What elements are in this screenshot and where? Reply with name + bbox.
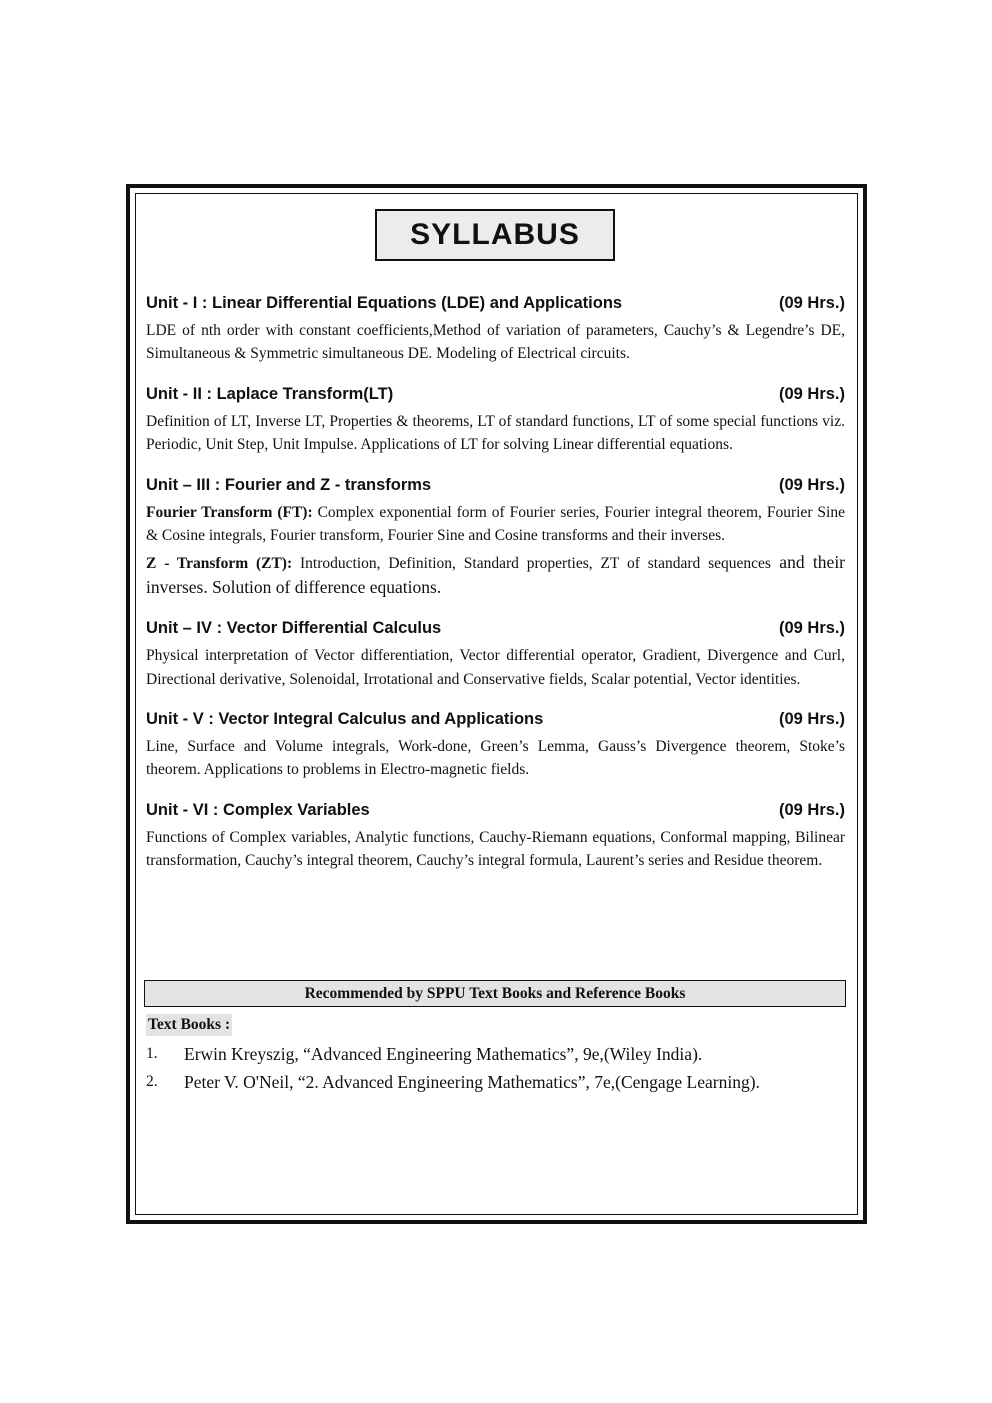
- unit-paragraph: [146, 410, 845, 457]
- paragraph-lead: Fourier Transform (FT):: [146, 503, 313, 521]
- unit-hours: (09 Hrs.): [778, 710, 845, 729]
- unit-3: [146, 472, 845, 601]
- unit-6: [146, 797, 845, 873]
- unit-description: [146, 644, 845, 691]
- list-item: [146, 1068, 846, 1096]
- list-number: 2.: [146, 1073, 158, 1090]
- text-books-list: [146, 1040, 846, 1096]
- unit-title: Unit - II : Laplace Transform(LT): [146, 384, 394, 403]
- paragraph-text: Physical interpretation of Vector differentiation, Vector differential operator, Gradient, Divergence and Curl, Directional derivative, Solenoidal, Irrotational and Conservative fields, Scalar potential, Vector identities.: [146, 647, 845, 688]
- paragraph-lead: Z - Transform (ZT):: [146, 555, 293, 573]
- unit-hours: (09 Hrs.): [778, 475, 845, 494]
- paragraph-text: Introduction, Definition, Standard properties, ZT of standard sequences: [292, 555, 771, 573]
- paragraph-text: Definition of LT, Inverse LT, Properties & theorems, LT of standard functions, LT of some special functions viz. Periodic, Unit Step, Unit Impulse. Applications of LT for solving Linear differential equations.: [146, 412, 845, 454]
- unit-paragraph: [146, 735, 845, 782]
- paragraph-text: Complex exponential form of Fourier series, Fourier integral theorem, Fourier Sine & Cosine integrals, Fourier transform, Fourier Sine and Cosine transforms and their inverses.: [146, 503, 845, 545]
- unit-paragraph: [146, 551, 845, 600]
- paragraph-tail: and their inverses. Solution of difference equations.: [146, 552, 846, 597]
- unit-heading-row: [146, 472, 845, 498]
- unit-description: [146, 410, 845, 457]
- unit-heading-row: [146, 290, 845, 316]
- text-books-label: Text Books :: [146, 1014, 232, 1036]
- unit-description: [146, 826, 845, 873]
- paragraph-text: Functions of Complex variables, Analytic functions, Cauchy-Riemann equations, Conformal mapping, Bilinear transformation, Cauchy’s integral theorem, Cauchy’s integral formula, Laurent’s series and Residue theorem.: [146, 828, 845, 870]
- unit-title: Unit – IV : Vector Differential Calculus: [146, 619, 442, 638]
- list-item: [146, 1040, 846, 1068]
- recommended-books-banner: Recommended by SPPU Text Books and Reference Books: [144, 980, 846, 1007]
- unit-paragraph: [146, 319, 845, 366]
- unit-paragraph: [146, 501, 845, 548]
- paragraph-text: LDE of nth order with constant coefficients,Method of variation of parameters, Cauchy’s & Legendre’s DE, Simultaneous & Symmetric simultaneous DE. Modeling of Electrical circuits.: [146, 322, 845, 363]
- units-section: [146, 290, 845, 888]
- unit-description: [146, 735, 845, 782]
- unit-title: Unit - V : Vector Integral Calculus and Applications: [146, 710, 544, 729]
- book-citation: Peter V. O'Neil, “2. Advanced Engineering Mathematics”, 7e,(Cengage Learning).: [184, 1072, 760, 1092]
- unit-paragraph: [146, 826, 845, 873]
- unit-hours: (09 Hrs.): [778, 800, 845, 819]
- unit-heading-row: [146, 615, 845, 641]
- unit-hours: (09 Hrs.): [778, 384, 845, 403]
- unit-description: [146, 501, 845, 601]
- unit-title: Unit – III : Fourier and Z - transforms: [146, 475, 432, 494]
- unit-title: Unit - VI : Complex Variables: [146, 800, 370, 819]
- book-citation: Erwin Kreyszig, “Advanced Engineering Mathematics”, 9e,(Wiley India).: [184, 1044, 703, 1064]
- paragraph-text: Line, Surface and Volume integrals, Work-done, Green’s Lemma, Gauss’s Divergence theorem, Stoke’s theorem. Applications to problems in Electro-magnetic fields.: [146, 738, 845, 779]
- unit-4: [146, 615, 845, 691]
- unit-heading-row: [146, 706, 845, 732]
- list-number: 1.: [146, 1045, 158, 1062]
- unit-hours: (09 Hrs.): [778, 294, 845, 312]
- unit-description: [146, 319, 845, 366]
- page-title: SYLLABUS: [410, 218, 580, 251]
- unit-hours: (09 Hrs.): [778, 619, 845, 638]
- unit-heading-row: [146, 381, 845, 407]
- unit-paragraph: [146, 644, 845, 691]
- syllabus-title-box: [375, 209, 615, 261]
- unit-heading-row: [146, 797, 845, 823]
- unit-2: [146, 381, 845, 457]
- unit-title: Unit - I : Linear Differential Equations (LDE) and Applications: [146, 294, 623, 312]
- unit-5: [146, 706, 845, 782]
- unit-1: [146, 290, 845, 366]
